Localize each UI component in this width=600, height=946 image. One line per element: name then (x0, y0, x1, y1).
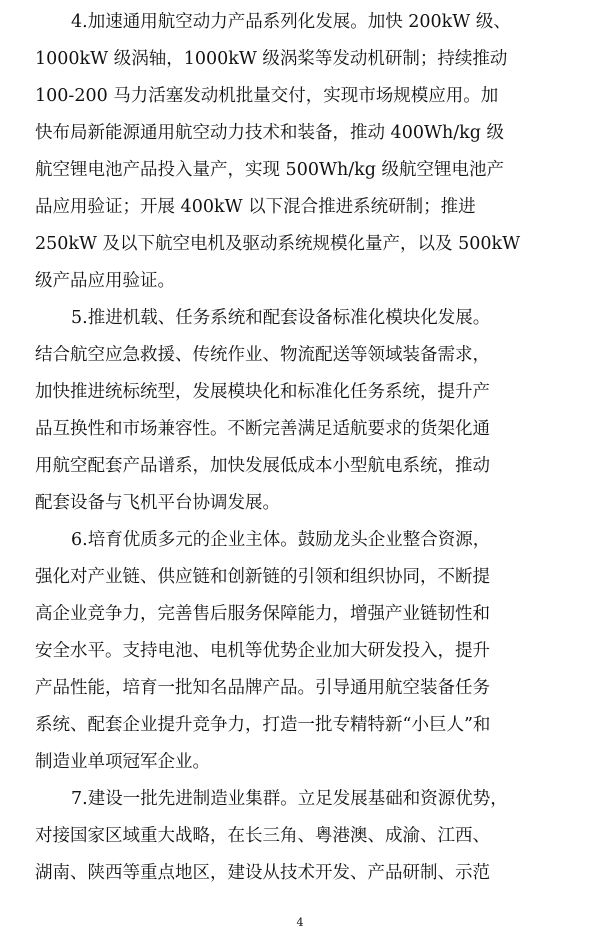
text-line: 7.建设一批先进制造业集群。立足发展基础和资源优势， (71, 789, 508, 809)
text-line: 品应用验证；开展 400kW 以下混合推进系统研制；推进 (35, 197, 476, 217)
text-line: 湖南、陕西等重点地区，建设从技术开发、产品研制、示范 (35, 863, 490, 883)
text-line: 6.培育优质多元的企业主体。鼓励龙头企业整合资源， (71, 530, 491, 550)
text-line: 4.加速通用航空动力产品系列化发展。加快 200kW 级、 (71, 12, 511, 32)
text-line: 级产品应用验证。 (35, 271, 175, 291)
text-line: 产品性能，培育一批知名品牌产品。引导通用航空装备任务 (35, 678, 490, 698)
text-line: 航空锂电池产品投入量产，实现 500Wh/kg 级航空锂电池产 (35, 160, 504, 180)
text-line: 100-200 马力活塞发动机批量交付，实现市场规模应用。加 (35, 86, 499, 106)
text-line: 对接国家区域重大战略，在长三角、粤港澳、成渝、江西、 (35, 826, 490, 846)
text-line: 制造业单项冠军企业。 (35, 752, 210, 772)
text-line: 250kW 及以下航空电机及驱动系统规模化量产，以及 500kW (35, 234, 521, 254)
text-line: 强化对产业链、供应链和创新链的引领和组织协同，不断提 (35, 567, 490, 587)
text-line: 高企业竞争力，完善售后服务保障能力，增强产业链韧性和 (35, 604, 490, 624)
text-line: 加快推进统标统型，发展模块化和标准化任务系统，提升产 (35, 382, 490, 402)
text-line: 系统、配套企业提升竞争力，打造一批专精特新“小巨人”和 (35, 715, 491, 735)
text-line: 结合航空应急救援、传统作业、物流配送等领域装备需求， (35, 345, 490, 365)
page-number: 4 (296, 916, 304, 929)
text-line: 用航空配套产品谱系，加快发展低成本小型航电系统，推动 (35, 456, 490, 476)
text-line: 品互换性和市场兼容性。不断完善满足适航要求的货架化通 (35, 419, 490, 439)
text-line: 1000kW 级涡轴，1000kW 级涡桨等发动机研制；持续推动 (35, 49, 508, 69)
text-line: 安全水平。支持电池、电机等优势企业加大研发投入，提升 (35, 641, 490, 661)
text-line: 快布局新能源通用航空动力技术和装备，推动 400Wh/kg 级 (35, 123, 504, 143)
text-line: 5.推进机载、任务系统和配套设备标准化模块化发展。 (71, 308, 491, 328)
text-line: 配套设备与飞机平台协调发展。 (35, 493, 280, 513)
